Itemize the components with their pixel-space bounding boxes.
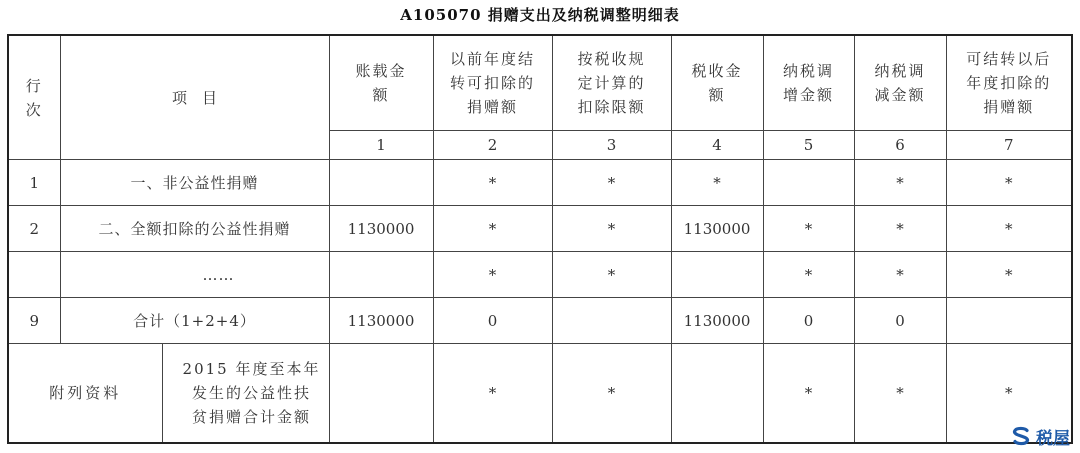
row-no: 2: [8, 206, 60, 252]
col-index-5: 5: [763, 131, 854, 160]
col-6-line-2: 减金额: [874, 86, 926, 104]
cell: 1130000: [671, 206, 763, 252]
col-index-2: 2: [433, 131, 552, 160]
col-header-2: [433, 35, 552, 131]
cell: *: [763, 252, 854, 298]
item-label: 项 目: [172, 88, 218, 107]
col-1-line-2: 额: [372, 86, 390, 104]
page-title: A105070 捐赠支出及纳税调整明细表: [400, 6, 680, 24]
row-item: 合计（1+2+4）: [60, 298, 329, 344]
col-7-line-1: 可结转以后: [966, 50, 1052, 68]
cell: 0: [854, 298, 946, 344]
appendix-label: 附列资料: [8, 344, 162, 444]
cell: *: [946, 206, 1072, 252]
cell: [329, 252, 433, 298]
col-header-6: [854, 35, 946, 131]
cell: 0: [763, 298, 854, 344]
appendix-desc: [162, 344, 329, 444]
cell: [671, 252, 763, 298]
appendix-desc-line-1: 2015 年度至本年: [182, 360, 321, 378]
cell: [946, 298, 1072, 344]
cell: *: [671, 160, 763, 206]
cell: *: [552, 206, 671, 252]
col-7-line-3: 捐赠额: [983, 98, 1035, 116]
cell: [329, 160, 433, 206]
cell: *: [854, 252, 946, 298]
cell: *: [552, 344, 671, 444]
cell: *: [433, 206, 552, 252]
cell: *: [854, 160, 946, 206]
cell: 1130000: [329, 298, 433, 344]
col-5-line-1: 纳税调: [783, 62, 835, 80]
col-5-line-2: 增金额: [783, 86, 835, 104]
col-header-3: [552, 35, 671, 131]
col-4-line-2: 额: [708, 86, 726, 104]
row-no-label: 行次: [25, 76, 43, 119]
appendix-desc-line-3: 贫捐赠合计金额: [192, 408, 312, 426]
table-row: [8, 160, 1072, 206]
col-1-line-1: 账载金: [355, 62, 407, 80]
col-index-3: 3: [552, 131, 671, 160]
row-no-header: [8, 35, 60, 160]
col-header-5: [763, 35, 854, 131]
item-header: [60, 35, 329, 160]
cell: [671, 344, 763, 444]
table-row: [8, 206, 1072, 252]
col-header-4: [671, 35, 763, 131]
cell: *: [552, 160, 671, 206]
cell: [329, 344, 433, 444]
cell: *: [552, 252, 671, 298]
row-no: 9: [8, 298, 60, 344]
donation-adjustment-table: [7, 34, 1073, 444]
row-item: ……: [60, 252, 329, 298]
cell: *: [433, 252, 552, 298]
col-4-line-1: 税收金: [691, 62, 743, 80]
cell: *: [763, 344, 854, 444]
col-3-line-2: 定计算的: [577, 74, 646, 92]
col-3-line-3: 扣除限额: [577, 98, 646, 116]
header-row: [8, 35, 1072, 131]
col-2-line-3: 捐赠额: [467, 98, 519, 116]
appendix-row: [8, 344, 1072, 444]
appendix-desc-line-2: 发生的公益性扶: [192, 384, 312, 402]
col-index-4: 4: [671, 131, 763, 160]
cell: *: [433, 160, 552, 206]
watermark-text: 税屋: [1036, 428, 1070, 449]
col-index-6: 6: [854, 131, 946, 160]
row-no: [8, 252, 60, 298]
cell: 1130000: [671, 298, 763, 344]
col-header-7: [946, 35, 1072, 131]
cell: *: [946, 344, 1072, 444]
row-item: 一、非公益性捐赠: [60, 160, 329, 206]
cell: [763, 160, 854, 206]
cell: *: [854, 344, 946, 444]
cell: *: [763, 206, 854, 252]
cell: 1130000: [329, 206, 433, 252]
row-item: 二、全额扣除的公益性捐赠: [60, 206, 329, 252]
cell: *: [433, 344, 552, 444]
cell: *: [946, 160, 1072, 206]
cell: [552, 298, 671, 344]
col-2-line-2: 转可扣除的: [450, 74, 536, 92]
col-index-1: 1: [329, 131, 433, 160]
cell: *: [854, 206, 946, 252]
shuiwu-watermark: [1010, 424, 1070, 448]
table-row: [8, 252, 1072, 298]
row-no: 1: [8, 160, 60, 206]
col-3-line-1: 按税收规: [577, 50, 646, 68]
table-row: [8, 298, 1072, 344]
col-index-7: 7: [946, 131, 1072, 160]
col-7-line-2: 年度扣除的: [966, 74, 1052, 92]
cell: 0: [433, 298, 552, 344]
col-header-1: [329, 35, 433, 131]
col-6-line-1: 纳税调: [874, 62, 926, 80]
s-logo-icon: [1010, 425, 1032, 447]
cell: *: [946, 252, 1072, 298]
col-2-line-1: 以前年度结: [450, 50, 536, 68]
